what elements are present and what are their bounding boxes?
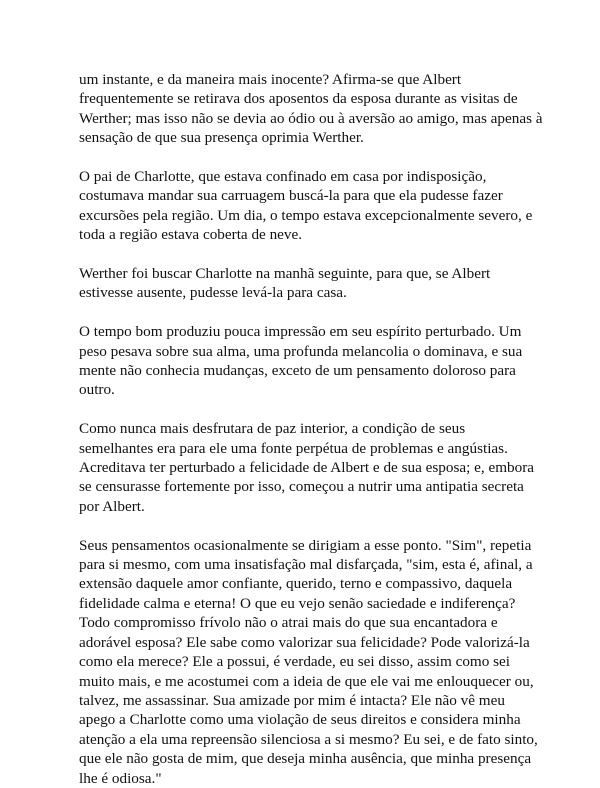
document-page [79, 70, 543, 788]
text-line: toda a região estava coberta de neve. [79, 226, 303, 244]
text-line: excursões pela região. Um dia, o tempo estava excepcionalmente severo, e [79, 206, 533, 224]
text-line: talvez, me assassinar. Sua amizade por mim é intacta? Ele não vê meu [79, 691, 505, 709]
text-line: costumava mandar sua carruagem buscá-la para que ela pudesse fazer [79, 187, 503, 205]
text-line: mente não conhecia mudanças, exceto de um pensamento doloroso para [79, 362, 516, 380]
text-line: adorável esposa? Ele sabe como valorizar sua felicidade? Pode valorizá-la [79, 633, 530, 651]
text-line: Werther foi buscar Charlotte na manhã seguinte, para que, se Albert [79, 265, 491, 283]
text-line: um instante, e da maneira mais inocente? Afirma-se que Albert [79, 71, 462, 88]
text-line: estivesse ausente, pudesse levá-la para casa. [79, 284, 347, 302]
paragraph [79, 167, 533, 245]
text-line: peso pesava sobre sua alma, uma profunda melancolia o dominava, e sua [79, 342, 523, 360]
paragraph [79, 322, 529, 400]
paragraph [79, 536, 538, 788]
text-line: para si mesmo, com uma insatisfação mal disfarçada, "sim, esta é, afinal, a [79, 556, 533, 574]
paragraph [79, 70, 543, 148]
text-line: Werther; mas isso não se devia ao ódio ou à aversão ao amigo, mas apenas à [79, 109, 543, 127]
text-line: que ele não gosta de mim, que deseja minha ausência, que minha presença [79, 750, 532, 768]
text-line: O pai de Charlotte, que estava confinado em casa por indisposição, [79, 168, 487, 186]
text-line: semelhantes era para ele uma fonte perpétua de problemas e angústias. [79, 439, 508, 457]
text-line: Todo compromisso frívolo não o atrai mais do que sua encantadora e [79, 614, 498, 632]
text-line: Acreditava ter perturbado a felicidade de Albert e de sua esposa; e, embora [79, 459, 534, 477]
text-line: apego a Charlotte como uma violação de seus direitos e considera minha [79, 711, 521, 729]
text-line: sensação de que sua presença oprimia Werther. [79, 129, 364, 147]
paragraph [79, 264, 529, 303]
paragraph [79, 419, 534, 516]
text-line: extensão daquele amor confiante, querido, terno e compassivo, daquela [79, 575, 513, 593]
text-line: atenção a ela uma repreensão silenciosa a si mesmo? Eu sei, e de fato sinto, [79, 730, 538, 748]
text-line: frequentemente se retirava dos aposentos da esposa durante as visitas de [79, 90, 518, 108]
text-line: outro. [79, 381, 115, 399]
text-line: Seus pensamentos ocasionalmente se dirigiam a esse ponto. "Sim", repetia [79, 536, 532, 554]
text-line: se censurasse fortemente por isso, começou a nutrir uma antipatia secreta [79, 478, 524, 496]
text-line: lhe é odiosa." [79, 769, 162, 787]
text-line: como ela merece? Ele a possui, é verdade, eu sei disso, assim como sei [79, 653, 511, 671]
text-line: Como nunca mais desfrutara de paz interior, a condição de seus [79, 420, 466, 438]
text-line: fidelidade calma e eterna! O que eu vejo senão saciedade e indiferença? [79, 594, 516, 612]
text-line: por Albert. [79, 497, 145, 515]
text-line: muito mais, e me acostumei com a ideia de que ele vai me enlouquecer ou, [79, 672, 534, 690]
text-line: O tempo bom produziu pouca impressão em seu espírito perturbado. Um [79, 323, 522, 341]
